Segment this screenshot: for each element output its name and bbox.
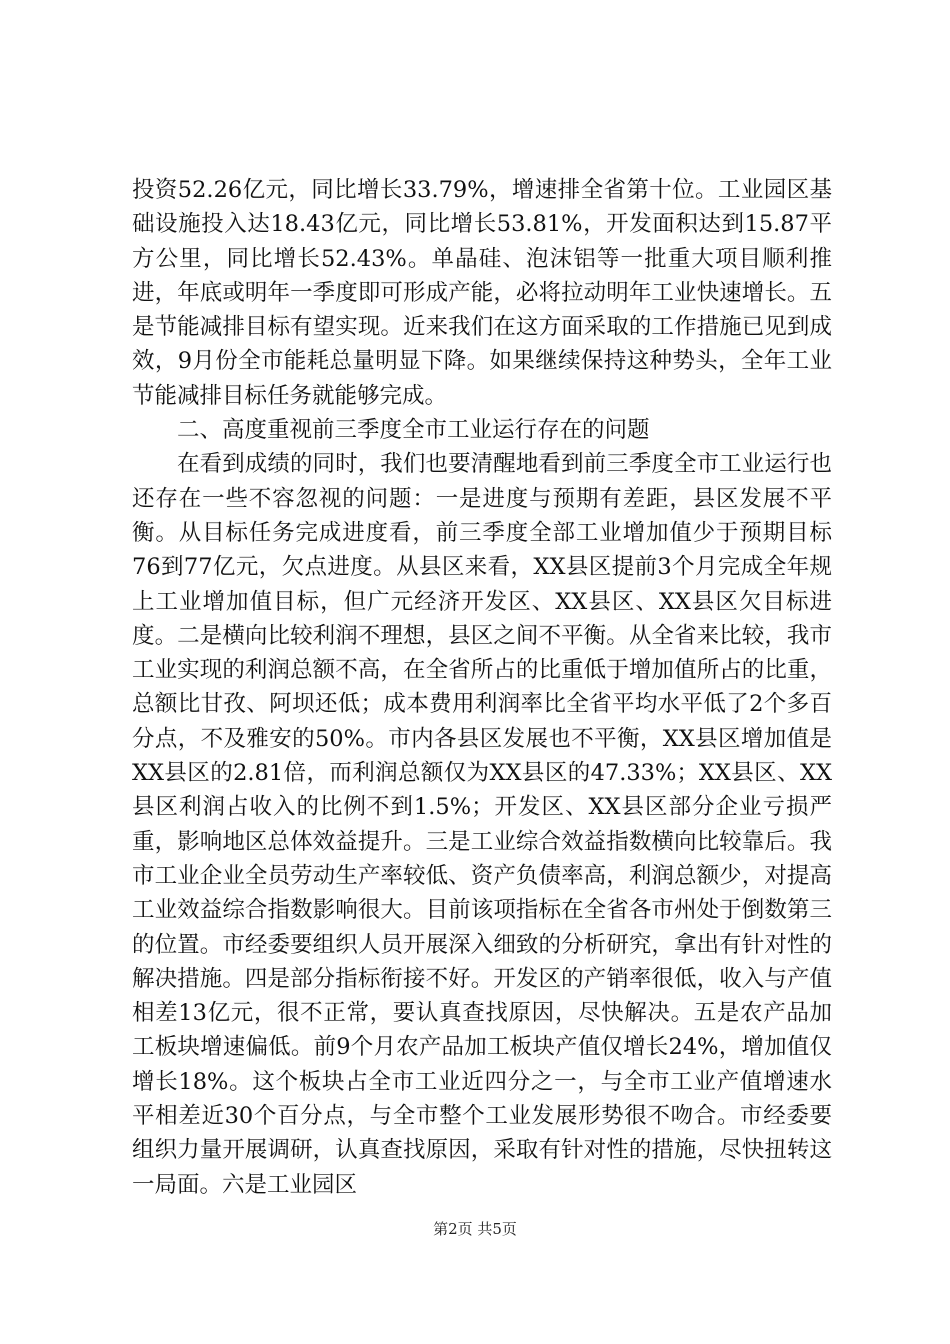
paragraph-problems: 在看到成绩的同时，我们也要清醒地看到前三季度全市工业运行也还存在一些不容忽视的问题：一是进度与预期有差距，县区发展不平衡。从目标任务完成进度看，前三季度全部工业增加值少于预期目标76到77亿元，欠点进度。从县区来看，XX县区提前3个月完成全年规上工业增加值目标，但广元经济开发区、XX县区、XX县区欠目标进度。二是横向比较利润不理想，县区之间不平衡。从全省来比较，我市工业实现的利润总额不高，在全省所占的比重低于增加值所占的比重，总额比甘孜、阿坝还低；成本费用利润率比全省平均水平低了2个多百分点，不及雅安的50%。市内各县区发展也不平衡，XX县区增加值是XX县区的2.81倍，而利润总额仅为XX县区的47.33%；XX县区、XX县区利润占收入的比例不到1.5%；开发区、XX县区部分企业亏损严重，影响地区总体效益提升。三是工业综合效益指数横向比较靠后。我市工业企业全员劳动生产率较低、资产负债率高，利润总额少，对提高工业效益综合指数影响很大。目前该项指标在全省各市州处于倒数第三的位置。市经委要组织人员开展深入细致的分析研究，拿出有针对性的解决措施。四是部分指标衔接不好。开发区的产销率很低，收入与产值相差13亿元，很不正常，要认真查找原因，尽快解决。五是农产品加工板块增速偏低。前9个月农产品加工板块产值仅增长24%，增加值仅增长18%。这个板块占全市工业近四分之一，与全市工业产值增速水平相差近30个百分点，与全市整个工业发展形势很不吻合。市经委要组织力量开展调研，认真查找原因，采取有针对性的措施，尽快扭转这一局面。六是工业园区	[132, 451, 832, 1198]
section-heading: 二、高度重视前三季度全市工业运行存在的问题	[177, 417, 650, 444]
paragraph-continuation: 投资52.26亿元，同比增长33.79%，增速排全省第十位。工业园区基础设施投入达18.43亿元，同比增长53.81%，开发面积达到15.87平方公里，同比增长52.43%。单晶硅、泡沫铝等一批重大项目顺利推进，年底或明年一季度即可形成产能，必将拉动明年工业快速增长。五是节能减排目标有望实现。近来我们在这方面采取的工作措施已见到成效，9月份全市能耗总量明显下降。如果继续保持这种势头，全年工业节能减排目标任务就能够完成。	[132, 177, 832, 409]
page-number-footer: 第2页 共5页	[433, 1220, 517, 1238]
document-body	[132, 173, 832, 1202]
